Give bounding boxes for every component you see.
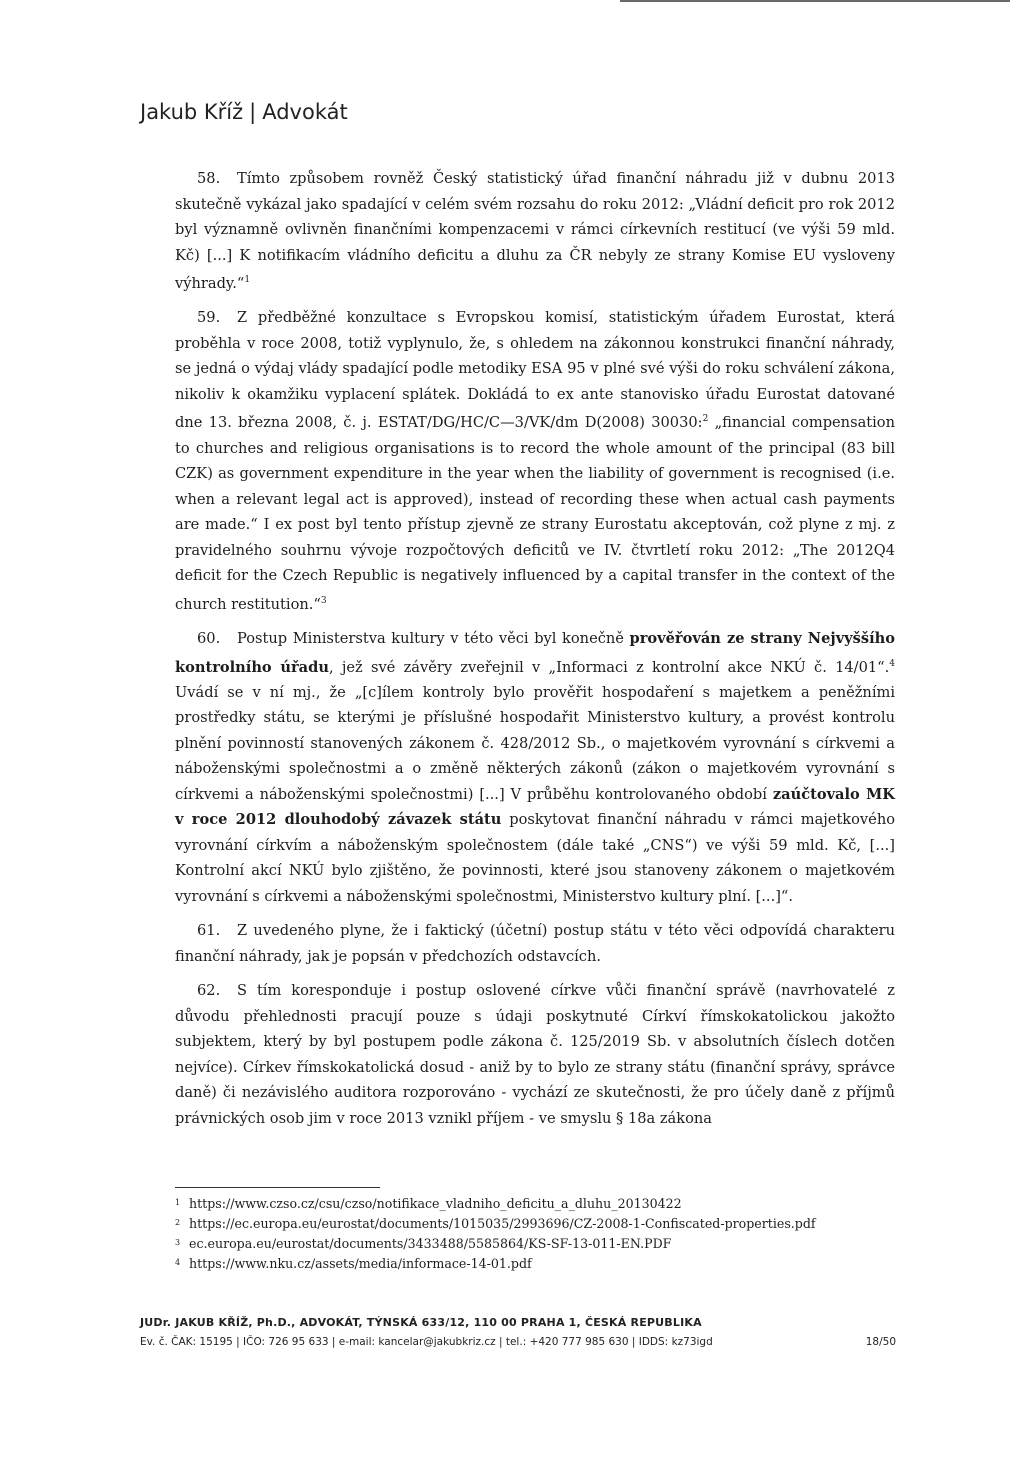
paragraph-61 (175, 918, 895, 969)
footnote-ref: 3 (320, 595, 327, 606)
paragraph-59 (175, 305, 895, 617)
paragraph-text: poskytovat finanční náhradu v rámci majetkového vyrovnání církvím a náboženským společnostem (dále také „CNS“) ve výši 59 mld. Kč, [...] Kontrolní akcí NKÚ bylo zjištěno, že povinnosti, které jsou stanoveny zákonem o majetkovém vyrovnání s církvemi a náboženskými společnostmi, Ministerstvo kultury plní. [...]“. (175, 811, 896, 905)
paragraph-text: Uvádí se v ní mj., že „[c]ílem kontroly bylo prověřit hospodaření s majetkem a peněžními prostředky státu, se kterými je příslušné hospodařit Ministerstvo kultury, a provést kontrolu plnění povinností stanovených zákonem č. 428/2012 Sb., o majetkovém vyrovnání s církvemi a náboženskými společnostmi a o změně některých zákonů (zákon o majetkovém vyrovnání s církvemi a náboženskými společnostmi) [...] V průběhu kontrolovaného období (175, 683, 895, 803)
paragraph-text: Z předběžné konzultace s Evropskou komisí, statistickým úřadem Eurostat, která proběhla v roce 2008, totiž vyplynulo, že, s ohledem na zákonnou konstrukci finanční náhrady, se jedná o výdaj vlády spadající podle metodiky ESA 95 v plné své výši do roku schválení zákona, nikoliv k okamžiku vyplacení splátek. Dokládá to ex ante stanovisko úřadu Eurostat datované dne 13. března 2008, č. j. ESTAT/DG/HC/C—3/VK/dm D(2008) 30030: (175, 309, 895, 432)
footer-contact-row (140, 1336, 900, 1348)
footnote-number: 2 (175, 1218, 181, 1227)
footnote-divider (175, 1187, 380, 1188)
footnote-ref: 2 (702, 414, 709, 425)
footnote-number: 3 (175, 1238, 181, 1247)
letterhead-separator: | (249, 100, 257, 124)
paragraph-number: 59. (197, 309, 221, 327)
paragraph-number: 62. (197, 982, 221, 1000)
footer-contact: Ev. č. ČAK: 15195 | IČO: 726 95 633 | e-mail: kancelar@jakubkriz.cz | tel.: +420 777 985 630 | IDDS: kz73igd (140, 1336, 713, 1348)
paragraph-number: 58. (197, 170, 221, 187)
document-body (175, 166, 895, 1140)
footnote-item (175, 1234, 835, 1254)
paragraph-text: S tím koresponduje i postup oslovené církve vůči finanční správě (navrhovatelé z důvodu přehlednosti pracují pouze s údaji poskytnuté Církví římskokatolickou jakožto subjektem, který by byl postupem podle zákona č. 125/2019 Sb. v absolutních číslech dotčen nejvíce). Církev římskokatolická dosud - aniž by to bylo ze strany státu (finanční správy, správce daně) či nezávislého auditora rozporováno - vychází ze skutečnosti, že pro účely daně z příjmů právnických osob jim v roce 2013 vznikl příjem - ve smyslu § 18a zákona (175, 982, 895, 1127)
footnote-item (175, 1194, 835, 1214)
page-number: 18/50 (865, 1336, 896, 1348)
paragraph-60 (175, 626, 895, 909)
paragraph-text: Z uvedeného plyne, že i faktický (účetní) postup státu v této věci odpovídá charakteru finanční náhrady, jak je popsán v předchozích odstavcích. (175, 922, 895, 965)
paragraph-text: , jež své závěry zveřejnil v „Informaci z kontrolní akce NKÚ č. 14/01“. (328, 658, 890, 676)
top-scan-line (620, 0, 1010, 2)
paragraph-text: Postup Ministerstva kultury v této věci byl konečně (237, 630, 630, 648)
letterhead (140, 100, 348, 124)
footnote-link[interactable]: ec.europa.eu/eurostat/documents/3433488/5585864/KS-SF-13-011-EN.PDF (189, 1236, 672, 1251)
footnote-item (175, 1214, 835, 1234)
footnote-ref: 4 (889, 658, 895, 669)
footnote-number: 1 (175, 1198, 181, 1207)
emphasis-text: zaúčtovalo MK v roce 2012 dlouhodobý závazek státu (175, 785, 895, 829)
letterhead-name: Jakub Kříž (140, 100, 244, 124)
page-footer (140, 1316, 900, 1348)
letterhead-title: Advokát (262, 100, 348, 124)
emphasis-text: prověřován ze strany Nejvyššího kontrolního úřadu (175, 630, 895, 676)
footnote-link[interactable]: https://www.nku.cz/assets/media/informace-14-01.pdf (189, 1256, 532, 1271)
paragraph-58 (175, 166, 895, 296)
footnote-item (175, 1254, 835, 1274)
paragraph-text: Tímto způsobem rovněž Český statistický úřad finanční náhradu již v dubnu 2013 skutečně vykázal jako spadající v celém svém rozsahu do roku 2012: „Vládní deficit pro rok 2012 byl významně ovlivněn finančními kompenzacemi v rámci církevních restitucí (ve výši 59 mld. Kč) [...] K notifikacím vládního deficitu a dluhu za ČR nebyly ze strany Komise EU vysloveny výhrady.“ (175, 170, 895, 292)
footer-address: JUDr. JAKUB KŘÍŽ, Ph.D., ADVOKÁT, TÝNSKÁ 633/12, 110 00 PRAHA 1, ČESKÁ REPUBLIKA (140, 1316, 702, 1329)
footnote-number: 4 (175, 1258, 181, 1267)
footnote-ref: 1 (244, 275, 251, 285)
paragraph-62 (175, 978, 895, 1131)
footnote-link[interactable]: https://ec.europa.eu/eurostat/documents/1015035/2993696/CZ-2008-1-Confiscated-properties.pdf (189, 1216, 816, 1231)
footnote-link[interactable]: https://www.czso.cz/csu/czso/notifikace_vladniho_deficitu_a_dluhu_20130422 (189, 1196, 682, 1211)
paragraph-number: 60. (197, 630, 221, 648)
paragraph-number: 61. (197, 922, 221, 940)
paragraph-text: „financial compensation to churches and religious organisations is to record the whole amount of the principal (83 bill CZK) as government expenditure in the year when the liability of government is recognised (i.e. when a relevant legal act is approved), instead of recording these when actual cash payments are made.“ I ex post byl tento přístup zjevně ze strany Eurostatu akceptován, což plyne z mj. z pravidelného souhrnu vývoje rozpočtových deficitů ve IV. čtvrtletí roku 2012: „The 2012Q4 deficit for the Czech Republic is negatively influenced by a capital transfer in the context of the church restitution.“ (175, 414, 895, 613)
footnotes (175, 1194, 835, 1274)
